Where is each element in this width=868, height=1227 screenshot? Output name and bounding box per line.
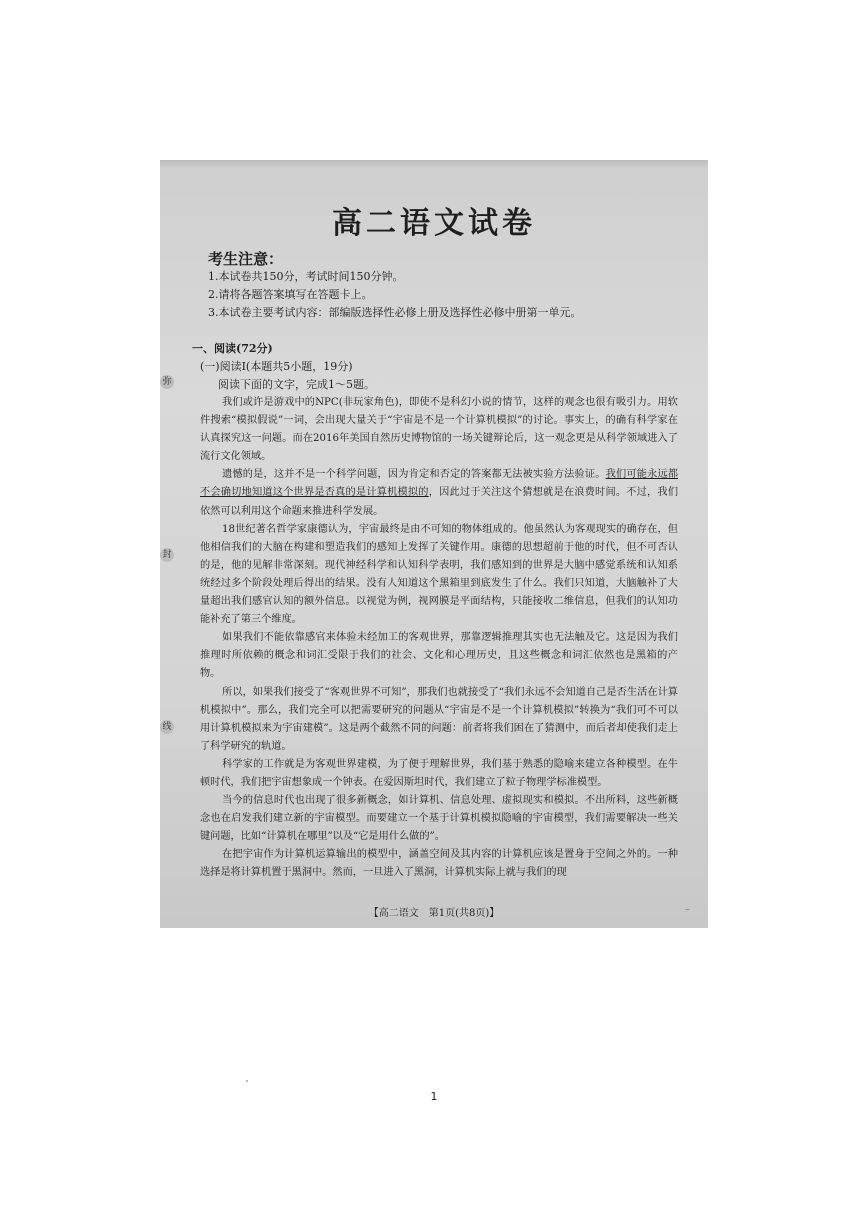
passage-paragraph: 在把宇宙作为计算机运算输出的模型中，涵盖空间及其内容的计算机应该是置身于空间之外的。一种选择是将计算机置于黑洞中。然而，一旦进入了黑洞，计算机实际上就与我们的现 [200,849,678,879]
passage-paragraph: 所以，如果我们接受了“客观世界不可知”，那我们也就接受了“我们永远不会知道自己是否生活在计算机模拟中”。那么，我们完全可以把需要研究的问题从“宇宙是不是一个计算机模拟”转换为“我们可不可以用计算机模拟来为宇宙建模”。这是两个截然不同的问题：前者将我们困在了猜测中，而后者却使我们走上了科学研究的轨道。 [200,686,678,752]
exam-title: 高二语文试卷 [332,206,536,241]
reading-instruction: 阅读下面的文字，完成1～5题。 [218,378,375,391]
underlined-sentence: 我们可能永远都不会确切地知道这个世界是否真的是计算机模拟的 [200,469,679,499]
notice-item: 3.本试卷主要考试内容：部编版选择性必修上册及选择性必修中册第一单元。 [208,306,582,319]
passage-paragraph: 科学家的工作就是为客观世界建模，为了便于理解世界，我们基于熟悉的隐喻来建立各种模型。在牛顿时代，我们把宇宙想象成一个钟表。在爱因斯坦时代，我们建立了粒子物理学标准模型。 [200,758,678,788]
seal-line-mark: 线 [160,720,174,734]
passage-paragraph: 18世纪著名哲学家康德认为，宇宙最终是由不可知的物体组成的。他虽然认为客观现实的确存在，但他相信我们的大脑在构建和塑造我们的感知上发挥了关键作用。康德的思想超前于他的时代，但不可否认的是，他的见解非常深刻。现代神经科学和认知科学表明，我们感知到的世界是大脑中感觉系统和认知系统经过多个阶段处理后得出的结果。没有人知道这个黑箱里到底发生了什么。我们只知道，大脑触补了大量超出我们感官认知的额外信息。以视觉为例，视网膜是平面结构，只能接收二维信息，但我们的认知功能补充了第三个维度。 [200,523,678,626]
passage-paragraph-underlined [200,466,678,520]
footer-dash: – [685,904,690,915]
passage-paragraph: 当今的信息时代也出现了很多新概念，如计算机、信息处理、虚拟现实和模拟。不出所料，这些新概念也在启发我们建立新的宇宙模型。而要建立一个基于计算机模拟隐喻的宇宙模型，我们需要解决一些关键问题，比如“计算机在哪里”以及“它是用什么做的”。 [200,795,678,843]
scan-edge [160,160,708,170]
passage-paragraph: 如果我们不能依靠感官来体验未经加工的客观世界，那靠逻辑推理其实也无法触及它。这是因为我们推理时所依赖的概念和词汇受限于我们的社会、文化和心理历史，且这些概念和词汇依然也是黑箱的产物。 [200,632,678,680]
scan-speck [246,1080,248,1082]
notice-item: 2.请将各题答案填写在答题卡上。 [208,288,373,301]
seal-line-mark: 弥 [160,375,174,389]
subsection-heading: (一)阅读Ⅰ(本题共5小题，19分) [200,360,353,373]
passage-paragraph: 我们或许是游戏中的NPC(非玩家角色)，即使不是科幻小说的情节，这样的观念也很有吸引力。用软件搜索“模拟假说”一词，会出现大量关于“宇宙是不是一个计算机模拟”的讨论。事实上，的确有科学家在认真探究这一问题。而在2016年美国自然历史博物馆的一场关键辩论后，这一观念更是从科学领域进入了流行文化领域。 [200,397,678,463]
page-number: 1 [430,1090,438,1103]
section-heading: 一、阅读(72分) [192,342,273,355]
notice-item: 1.本试卷共150分，考试时间150分钟。 [208,270,404,283]
paragraph-tail: ，因此过于关注这个猜想就是在浪费时间。不过，我们依然可以利用这个命题来推进科学发展。 [200,487,679,517]
exam-page-footer: 【高二语文 第1页(共8页)】 [368,908,500,919]
scanned-exam-photo [160,160,708,928]
notice-heading: 考生注意： [208,250,284,268]
candidate-notice [208,250,582,322]
seal-line-mark: 封 [160,548,174,562]
paragraph-lead: 遗憾的是，这并不是一个科学问题，因为肯定和否定的答案都无法被实验方法验证。 [222,469,606,481]
reading-passage [200,394,678,883]
